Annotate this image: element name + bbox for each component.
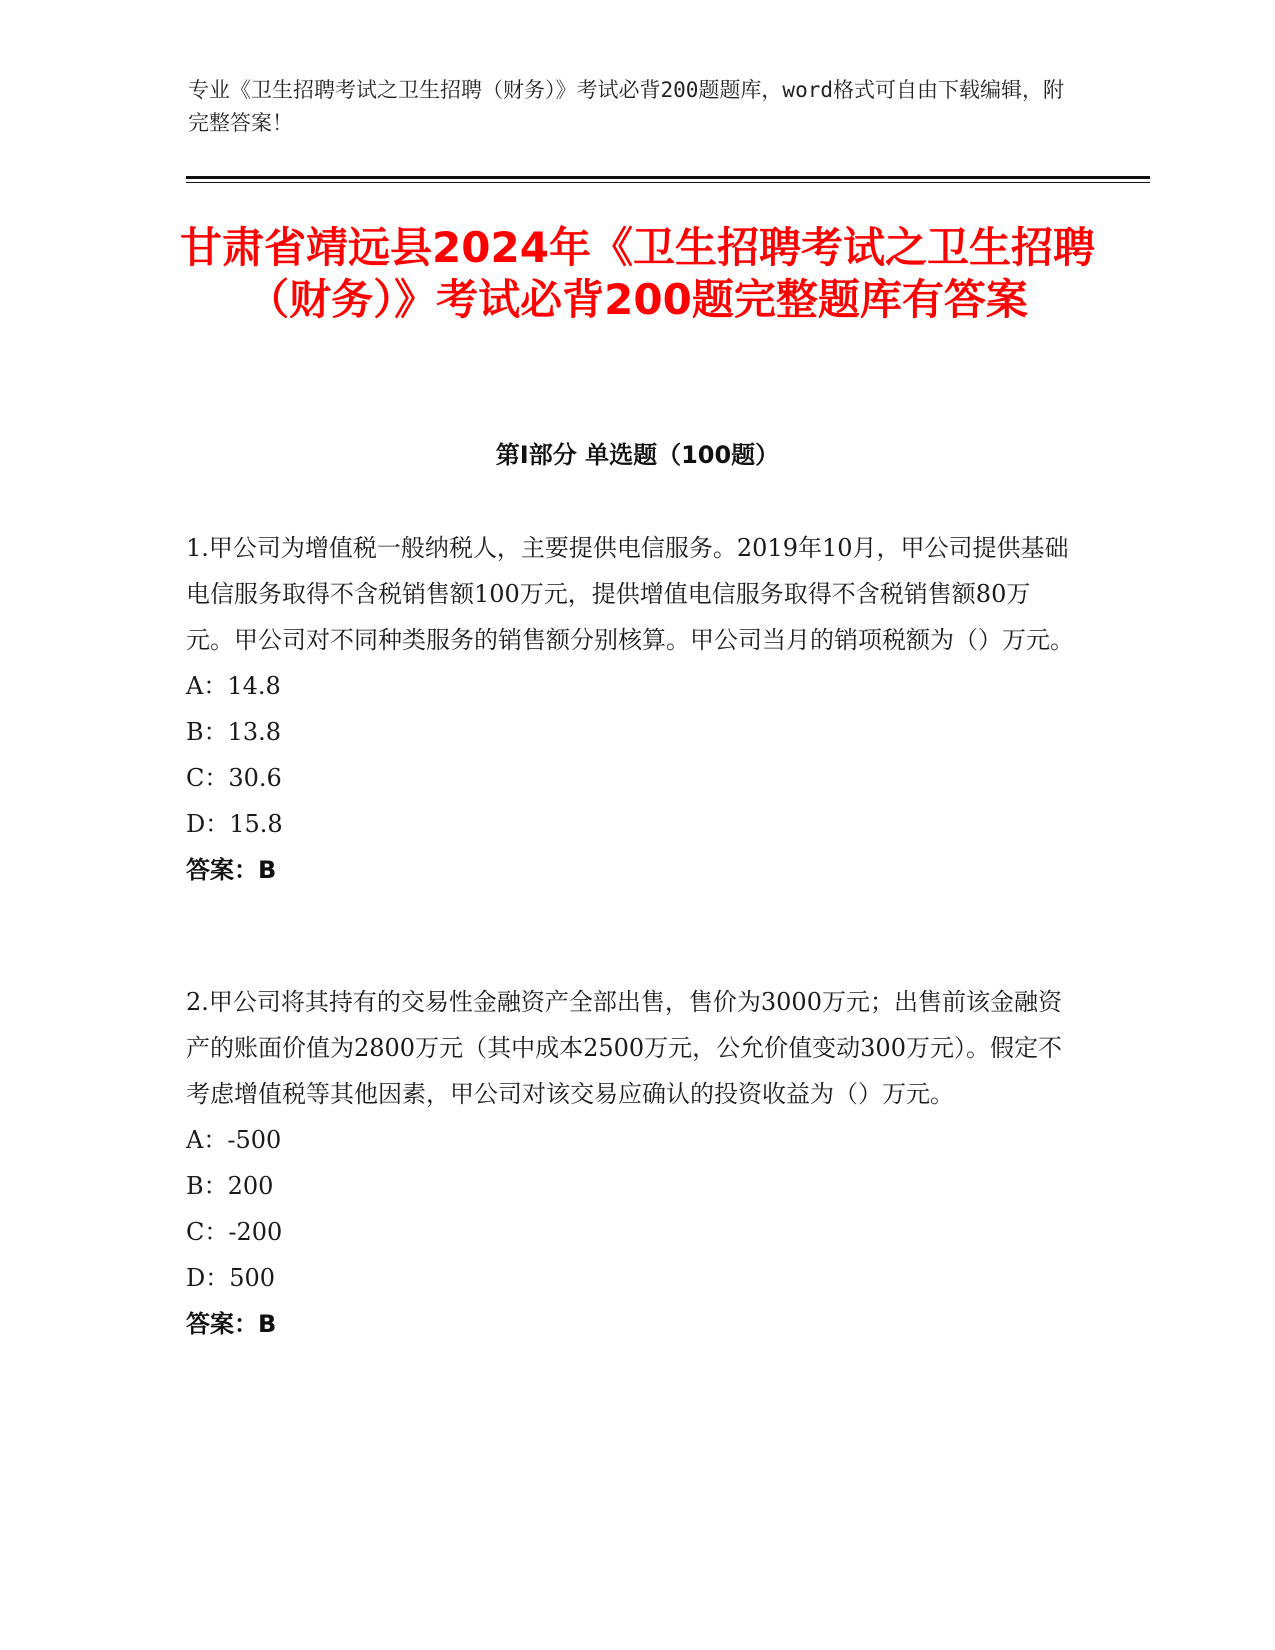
option-d: D：500 bbox=[186, 1264, 276, 1292]
question-block bbox=[186, 979, 1076, 1347]
answer: 答案：B bbox=[186, 856, 277, 884]
option-d: D：15.8 bbox=[186, 810, 283, 838]
header-rule-thin bbox=[186, 182, 1150, 183]
option-a: A：-500 bbox=[186, 1126, 282, 1154]
question-block bbox=[186, 525, 1076, 893]
answer: 答案：B bbox=[186, 1310, 277, 1338]
question-stem: 1.甲公司为增值税一般纳税人，主要提供电信服务。2019年10月，甲公司提供基础电信服务取得不含税销售额100万元，提供增值电信服务取得不含税销售额80万元。甲公司对不同种类服务的销售额分别核算。甲公司当月的销项税额为（）万元。 bbox=[186, 534, 1074, 654]
option-c: C：-200 bbox=[186, 1218, 283, 1246]
document-title: 甘肃省靖远县2024年《卫生招聘考试之卫生招聘（财务）》考试必背200题完整题库有答案 bbox=[180, 223, 1095, 324]
option-a: A：14.8 bbox=[186, 672, 281, 700]
option-c: C：30.6 bbox=[186, 764, 282, 792]
option-b: B：200 bbox=[186, 1172, 274, 1200]
header-rule-thick bbox=[186, 176, 1150, 179]
section-title: 第I部分 单选题（100题） bbox=[495, 441, 780, 469]
option-b: B：13.8 bbox=[186, 718, 282, 746]
header-note: 专业《卫生招聘考试之卫生招聘（财务）》考试必背200题题库，word格式可自由下载编辑，附完整答案！ bbox=[188, 78, 1064, 135]
question-stem: 2.甲公司将其持有的交易性金融资产全部出售，售价为3000万元；出售前该金融资产的账面价值为2800万元（其中成本2500万元，公允价值变动300万元）。假定不考虑增值税等其他因素，甲公司对该交易应确认的投资收益为（）万元。 bbox=[186, 988, 1062, 1108]
